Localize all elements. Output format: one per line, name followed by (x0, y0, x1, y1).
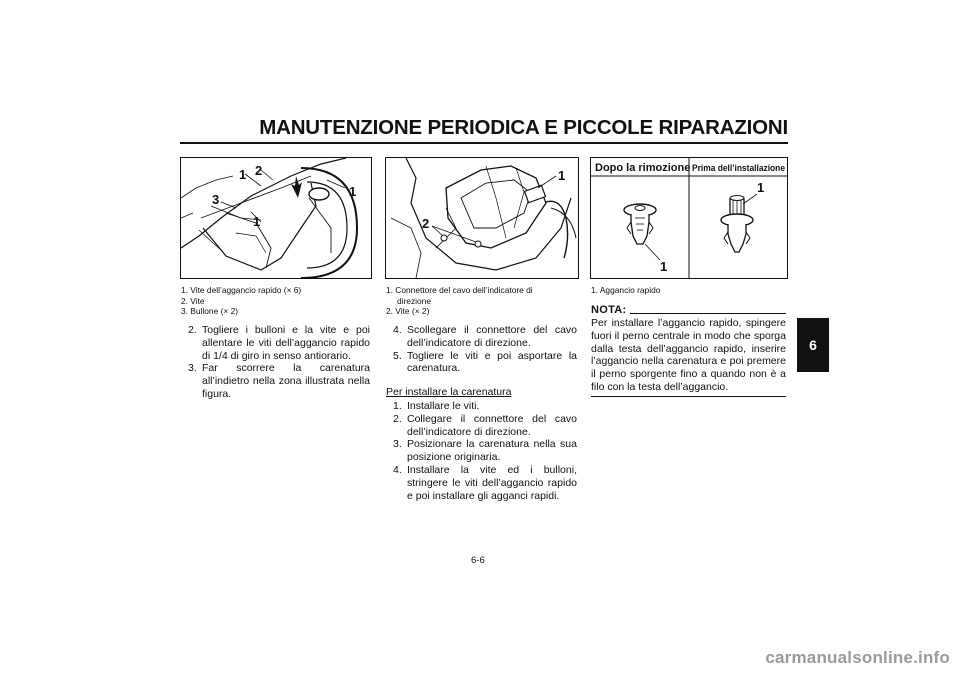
title-rule (180, 142, 788, 144)
step-number: 2. (393, 412, 402, 425)
figure-quick-fastener (590, 157, 788, 279)
note-header (591, 304, 786, 316)
chapter-tab: 6 (797, 318, 829, 372)
step-text: Scollegare il connettore del cavo dell’indicatore di direzione. (407, 324, 577, 349)
callout-1-right: 1 (757, 180, 765, 195)
callout-1: 1 (558, 168, 566, 183)
step-item (393, 400, 577, 413)
removal-steps-left (188, 324, 370, 401)
caption-line: 1. Connettore del cavo dell’indicatore di (386, 285, 533, 295)
callout-2: 2 (255, 163, 263, 178)
note-end-rule (591, 396, 786, 397)
step-number: 3. (188, 362, 197, 375)
step-number: 4. (393, 324, 402, 336)
fastener-illustration (591, 158, 787, 278)
install-steps (393, 400, 577, 502)
step-number: 5. (393, 349, 402, 362)
step-text: Togliere i bulloni e la vite e poi allentare le viti dell’aggancio rapido di 1/4 di giro in senso antiorario. (202, 324, 370, 362)
step-text: Installare le viti. (407, 400, 480, 412)
caption-line: direzione (397, 295, 431, 306)
caption-line: 2. Vite (× 2) (386, 306, 430, 317)
step-item (393, 464, 577, 502)
step-text: Installare la vite ed i bulloni, stringere le viti dell’aggancio rapido e poi installare gli agganci rapidi. (407, 463, 577, 502)
caption-line: 1. Aggancio rapido (591, 285, 661, 295)
step-text: Togliere le viti e poi asportare la carenatura. (407, 349, 577, 375)
step-item (393, 413, 577, 439)
callout-3: 3 (212, 192, 220, 207)
removal-steps-middle (393, 324, 577, 375)
watermark: carmanualsonline.info (765, 648, 950, 667)
step-item (188, 324, 370, 362)
callout-1a: 1 (239, 167, 247, 182)
caption-line: 3. Bullone (× 2) (181, 306, 239, 317)
figure-fairing-screws (180, 157, 372, 279)
step-item (393, 324, 577, 350)
figure3-caption (591, 285, 660, 296)
connector-illustration (386, 158, 578, 278)
note-rule (630, 313, 786, 314)
callout-2: 2 (422, 216, 430, 231)
step-text: Posizionare la carenatura nella sua posizione originaria. (407, 438, 577, 464)
caption-line: 2. Vite (181, 295, 205, 306)
step-text: Far scorrere la carenatura all’indietro nella zona illustrata nella figura. (202, 362, 370, 400)
step-number: 2. (188, 324, 197, 336)
note-text: Per installare l’aggancio rapido, spingere fuori il perno centrale in modo che sporga dalla testa dell’aggancio rapido, inserire l’aggancio nella carenatura e poi premere il perno sporgente fino a quando non è a filo con la testa dell’aggancio. (591, 317, 786, 393)
page-title: MANUTENZIONE PERIODICA E PICCOLE RIPARAZIONI (259, 116, 788, 139)
callout-1c: 1 (349, 184, 357, 199)
step-item (393, 438, 577, 464)
step-text: Collegare il connettore del cavo dell’indicatore di direzione. (407, 412, 577, 438)
page-number: 6-6 (471, 555, 485, 566)
callout-1-left: 1 (660, 259, 668, 274)
figure1-caption (181, 285, 301, 317)
fairing-illustration (181, 158, 371, 278)
step-item (393, 350, 577, 376)
callout-1b: 1 (253, 214, 261, 229)
step-number: 1. (393, 400, 402, 412)
step-number: 4. (393, 463, 402, 476)
install-heading: Per installare la carenatura (386, 386, 512, 398)
step-number: 3. (393, 438, 402, 451)
step-item (188, 362, 370, 400)
caption-line: 1. Vite dell’aggancio rapido (× 6) (181, 285, 302, 295)
note-title: NOTA: (591, 304, 627, 316)
header-before-installation: Prima dell’installazione (692, 163, 785, 173)
figure-indicator-connector (385, 157, 579, 279)
header-after-removal: Dopo la rimozione (595, 162, 691, 174)
figure2-caption (386, 285, 533, 317)
